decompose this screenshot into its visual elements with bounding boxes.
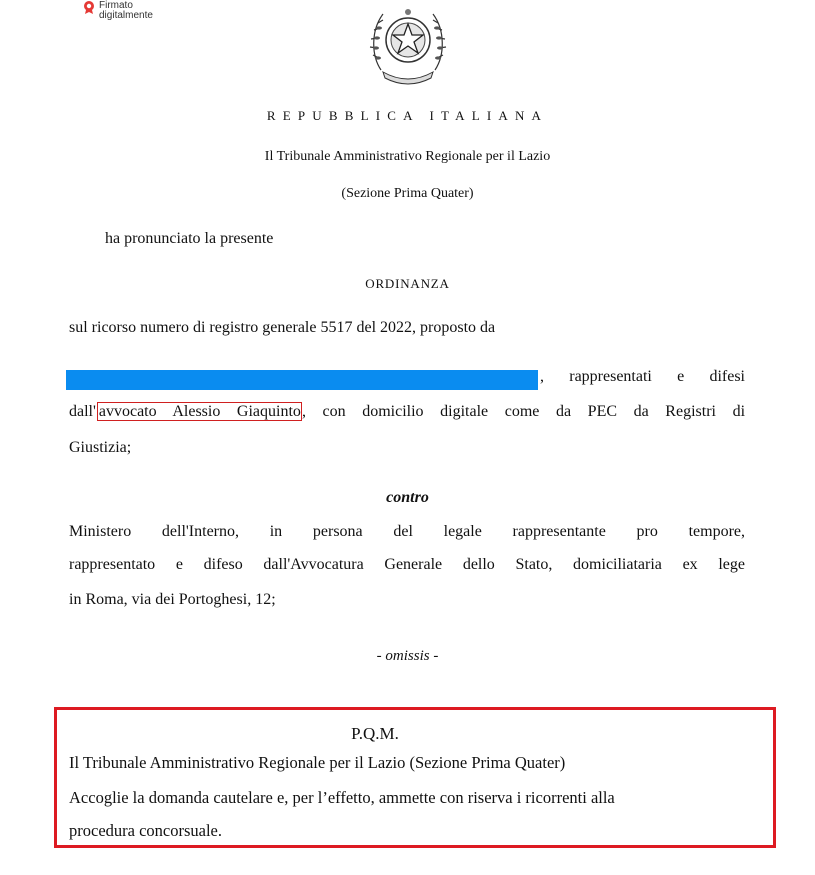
pqm-line-2: Accoglie la domanda cautelare e, per l’effetto, ammette con riserva i ricorrenti alla (69, 788, 615, 807)
repubblica-italiana-emblem-icon (367, 0, 449, 86)
represented-text: , rappresentati e difesi (540, 368, 745, 385)
republic-heading: REPUBBLICA ITALIANA (266, 108, 549, 123)
appeal-text: sul ricorso numero di registro generale 5517 del 2022, proposto da (69, 319, 496, 336)
omissis-text: - omissis - (376, 648, 439, 664)
against-heading: contro (386, 489, 429, 506)
pqm-title: P.Q.M. (351, 724, 399, 743)
ministry-line-1: Ministero dell'Interno, in persona del legale rappresentante pro tempore, (69, 523, 745, 540)
signature-seal-icon (82, 0, 96, 14)
justice-text: Giustizia; (69, 439, 132, 456)
pqm-line-1: Il Tribunale Amministrativo Regionale per il Lazio (Sezione Prima Quater) (69, 753, 566, 772)
pronounced-text: ha pronunciato la presente (105, 230, 274, 247)
tribunal-heading: Il Tribunale Amministrativo Regionale per il Lazio (264, 149, 551, 164)
ministry-line-2: rappresentato e difeso dall'Avvocatura Generale dello Stato, domiciliataria ex lege (69, 556, 745, 573)
domicile-text: , con domicilio digitale come da PEC da Registri di (301, 403, 746, 420)
pqm-line-3: procedura concorsuale. (69, 821, 223, 840)
lawyer-name-highlight: avvocato Alessio Giaquinto (98, 403, 301, 420)
stamp-label: Firmato digitalmente (99, 0, 153, 21)
lawyer-prefix: dall' (69, 403, 96, 420)
redacted-plaintiffs (66, 370, 538, 390)
ordinance-title: ORDINANZA (365, 276, 450, 291)
section-heading: (Sezione Prima Quater) (341, 186, 474, 201)
pqm-box (54, 707, 776, 848)
lawyer-line (69, 403, 745, 421)
ministry-line-3: in Roma, via dei Portoghesi, 12; (69, 591, 276, 608)
digital-signature-stamp (82, 0, 192, 20)
